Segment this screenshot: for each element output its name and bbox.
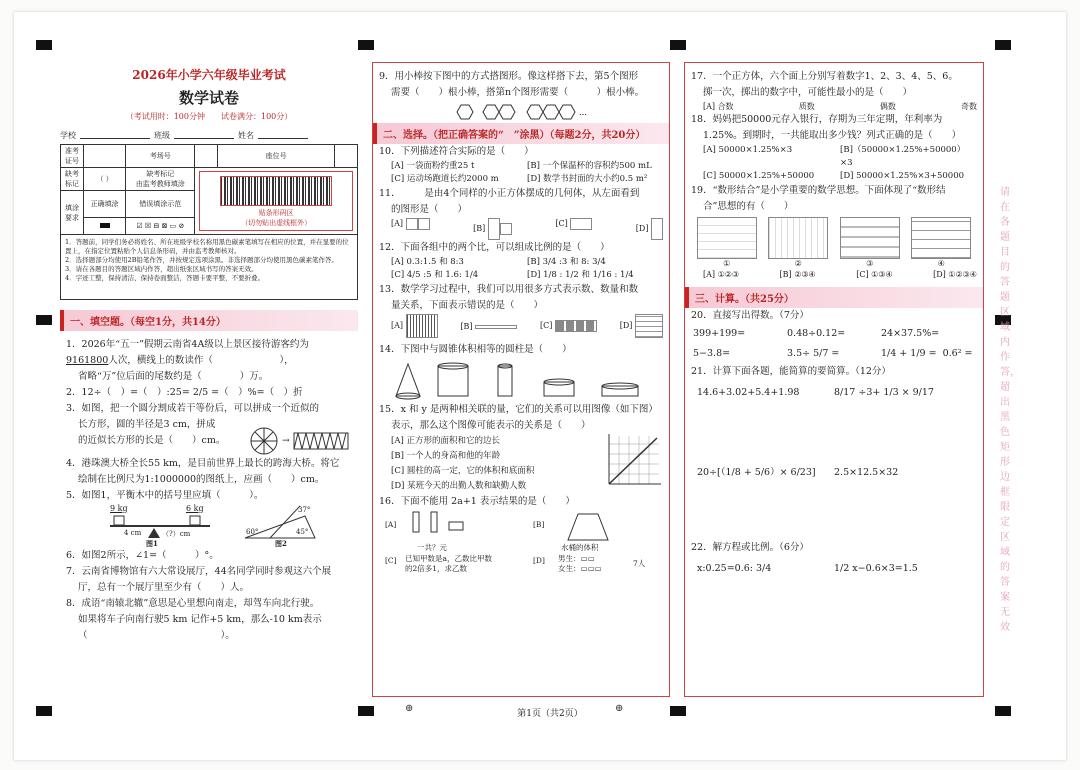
barcode-image [220, 176, 332, 206]
school-field[interactable] [80, 130, 150, 139]
question-20: 20．直接写出得数。（7分） [691, 310, 809, 321]
question-6: 6．如图2所示，∠1=（ ）°。 [66, 549, 219, 561]
question-5: 5．如图1，平衡木中的括号里应填（ ）。 [66, 489, 264, 501]
q12-option-c[interactable]: [C] 4/5 :5 和 1.6: 1/4 [391, 270, 479, 280]
info-table: 准考证号 考场号 座位号 缺考标记 （ ） 缺考标记 由监考教师填涂 贴条形码区 （切勿贴出虚线框外） 填涂要求 正确填涂 错误填涂示范 ☑ ☒ ⊟ ⊠ ▭ ⊘ [60, 144, 358, 235]
question-4: 4．港珠澳大桥全长55 km，是目前世界上最长的跨海大桥。将它 绘制在比例尺为1:1000000的图纸上，应画（ ）cm。 [66, 457, 340, 485]
question-9: 9．用小棒按下图中的方式搭图形。像这样搭下去，第5个图形 需要（ ）根小棒，搭第n个图形需要（ ）根小棒。 [379, 71, 645, 98]
q19-figures: ① ② ③ ④ [691, 217, 977, 268]
question-11: 11． 是由4个同样的小正方体摆成的几何体，从左面看到 的图形是（ ） [379, 188, 640, 215]
q5-figures: 9 kg 6 kg 4 cm （?）cm 图1 37° 60° 45° 图2 [70, 504, 348, 548]
q11-options [391, 218, 663, 240]
q10-option-b[interactable]: [B] 一个保温杯的容积约500 mL [527, 161, 652, 171]
q15-option-d[interactable]: [D] 某班今天的出勤人数和缺勤人数 [391, 481, 527, 491]
q18-option-b[interactable]: [B]（50000×1.25%+50000）×3 [840, 145, 966, 168]
q19-options [703, 270, 977, 279]
q21-items-bottom: 20÷[（1/8 + 5/6）× 6/23] 2.5×12.5×32 [697, 467, 899, 478]
question-14: 14．下图中与圆锥体积相等的圆柱是（ ） [379, 344, 572, 355]
column-3 [684, 62, 984, 697]
registration-mark [670, 706, 686, 716]
class-field[interactable] [174, 130, 234, 139]
crosshair-icon: ⊕ [615, 703, 624, 714]
question-8: 8．成语“南辕北辙”意思是心里想向南走，却驾车向北行驶。 如果将车子向南行驶5 km 记作+5 km，那么-10 km表示 （ ）。 [66, 597, 322, 641]
q13-option-c[interactable]: [C] [540, 320, 597, 332]
exam-title: 2026年小学六年级毕业考试 [132, 68, 286, 82]
q18-options [703, 144, 977, 183]
question-22: 22．解方程或比例。（6分） [691, 542, 809, 553]
answer-space[interactable] [685, 406, 983, 460]
column-2 [372, 62, 670, 697]
registration-mark [36, 315, 52, 325]
q21-items-top: 14.6+3.02+5.4+1.98 8/17 ÷3+ 1/3 × 9/17 [697, 387, 934, 398]
q16-option-a[interactable]: [A] [385, 520, 397, 529]
registration-mark [995, 706, 1011, 716]
svg-text:…: … [579, 108, 587, 117]
question-15: 15．x 和 y 是两种相关联的量，它们的关系可以用图像（如下图） 表示，那么这个图像可能表示的关系是（ ） [379, 404, 658, 431]
q18-option-c[interactable]: [C] 50000×1.25%+50000 [703, 171, 815, 181]
pencil-eraser-figure [405, 510, 475, 544]
q19-option-b[interactable]: [B] ②③④ [779, 270, 816, 279]
registration-mark [670, 40, 686, 50]
q17-option-d[interactable]: 奇数 [960, 102, 977, 111]
q20-items: 399+199= 0.48÷0.12= 24×37.5%= 5−3.8= 3.5÷ 5/7 = 1/4 + 1/9 = 0.6² = [693, 328, 973, 359]
q10-options [391, 160, 663, 186]
q17-option-b[interactable]: 质数 [798, 102, 815, 111]
notes: 1．答题前，同学们务必将姓名、所在班级学校名称用黑色碳素笔填写在相应的位置，并在显要的位置上，在指定位置粘贴个人信息条形码，并由监考教师核对。 2．选择题部分均使用2B铅笔作答，并按规定选项涂黑。非选择题部分均使用黑色碳素笔作答。 3．请在各题目的答题区域内作答，超出纸张区域书写的答案无效。 4．字迹工整，保持清洁、保持卷面整洁，答题卡要平整，不要折叠。 [60, 235, 358, 300]
q15-option-b[interactable]: [B] 一个人的身高和他的年龄 [391, 451, 501, 461]
circle-figure [249, 426, 279, 456]
bucket-figure [558, 510, 618, 544]
question-3: 3．如图，把一个圆分割成若干等份后，可以拼成一个近似的 长方形，圆的半径是3 cm，拼成 的近似长方形的长是（ ）cm。 → [66, 401, 352, 456]
question-7: 7．云南省博物馆有六大常设展厅，44名同学同时参观这六个展 厅，总有一个展厅里至少有（ ）人。 [66, 565, 332, 593]
crosshair-icon: ⊕ [405, 703, 414, 714]
question-16: 16．下面不能用 2a+1 表示结果的是（ ） [379, 496, 575, 507]
q10-option-c[interactable]: [C] 运动场跑道长约2000 m [391, 174, 499, 184]
q13-option-d[interactable]: [D] [620, 314, 663, 338]
q19-option-c[interactable]: [C] ①③④ [856, 270, 893, 279]
registration-mark [358, 40, 374, 50]
question-21: 21．计算下面各题，能简算的要简算。（12分） [691, 366, 891, 377]
q11-option-b[interactable]: [B] [473, 218, 512, 240]
question-2: 2．12÷（ ）=（ ）:25= 2/5 =（ ）%=（ ）折 [66, 387, 303, 398]
question-13: 13．数学学习过程中，我们可以用很多方式表示数、数量和数 量关系，下面表示错误的是（ ） [379, 284, 639, 311]
side-instruction: 请在各题目的答题区域内作答，超出黑色矩形边框限定区域的答案无效 [1000, 187, 1020, 633]
rectangle-figure [293, 432, 349, 450]
q11-option-c[interactable]: [C] [555, 218, 592, 240]
question-1: 1．2026年“五一”假期云南省4A级以上景区接待游客约为 9161800人次，横线上的数读作（ ）， 省略“万”位后面的尾数约是（ ）万。 [66, 339, 309, 382]
q13-option-a[interactable]: [A] [391, 314, 438, 338]
exam-number-field[interactable] [84, 145, 126, 168]
q18-option-a[interactable]: [A] 50000×1.25%×3 [703, 145, 793, 155]
registration-mark [36, 40, 52, 50]
q10-option-d[interactable]: [D] 数学书封面的大小约0.5 m² [527, 174, 648, 184]
section-1-title: 一、填空题。（每空1分，共14分） [60, 310, 358, 331]
q16-option-b[interactable]: [B] [533, 520, 545, 529]
q19-option-d[interactable]: [D] ①②③④ [933, 270, 977, 279]
q12-options [391, 256, 663, 282]
q15-options [391, 434, 663, 494]
q17-option-c[interactable]: 偶数 [879, 102, 896, 111]
page-number: 第1页（共2页） [517, 709, 583, 719]
q15-option-c[interactable]: [C] 圆柱的高一定，它的体积和底面积 [391, 466, 535, 476]
seat-field[interactable] [335, 145, 358, 168]
subject-title: 数学试卷 [178, 89, 239, 107]
q19-figure-3 [840, 217, 900, 259]
q11-option-d[interactable]: [D] [636, 218, 663, 240]
q10-option-a[interactable]: [A] 一袋面粉约重25 t [391, 161, 475, 171]
q12-option-b[interactable]: [B] 3/4 :3 和 8: 3/4 [527, 257, 606, 267]
column-1 [60, 62, 358, 697]
question-10: 10．下列描述符合实际的是（ ） [379, 146, 534, 157]
name-field[interactable] [258, 130, 308, 139]
q17-options [703, 101, 977, 112]
section-2-title: 二、选择。（把正确答案的“ ”涂黑）（每题2分，共20分） [373, 123, 669, 144]
q19-figure-1 [697, 217, 757, 259]
q16-option-c[interactable]: [C] [385, 556, 397, 565]
registration-mark [36, 706, 52, 716]
q13-options [391, 314, 663, 338]
q11-option-a[interactable]: [A] [391, 218, 430, 240]
q12-option-a[interactable]: [A] 0.3:1.5 和 8:3 [391, 257, 464, 267]
q22-items: x:0.25=0.6: 3/4 1/2 x−0.6×3=1.5 [697, 563, 918, 574]
q12-option-d[interactable]: [D] 1/8 : 1/2 和 1/16 : 1/4 [527, 270, 634, 280]
q15-option-a[interactable]: [A] 正方形的面积和它的边长 [391, 436, 500, 446]
question-17: 17．一个正方体，六个面上分别写着数字1、2、3、4、5、6。 掷一次，掷出的数字中，可能性最小的是（ ） [691, 71, 958, 98]
q14-options [383, 360, 659, 400]
q13-option-b[interactable]: [B] [460, 322, 517, 331]
q19-option-a[interactable]: [A] ①②③ [703, 270, 740, 279]
cone-cylinder-figures [386, 360, 656, 400]
q16-options: [A] 一共？元 [B] 水桶的体积 [C] 已知甲数是a，乙数比甲数 的2倍多1，求乙数 [D] 男生：▭▭ 女生：▭▭▭ 7人 [383, 510, 659, 580]
q17-option-a[interactable]: [A] 合数 [703, 102, 734, 111]
hexagon-sequence [451, 103, 591, 121]
wrong-fill-samples: ☑ ☒ ⊟ ⊠ ▭ ⊘ [126, 218, 195, 235]
q18-option-d[interactable]: [D] 50000×1.25%×3+50000 [840, 171, 965, 181]
exam-meta: （考试用时：100分钟 试卷满分：100分） [125, 112, 293, 121]
room-field[interactable] [195, 145, 218, 168]
q15-graph [603, 434, 663, 490]
registration-mark [995, 40, 1011, 50]
hexagon-figure [383, 103, 659, 121]
registration-mark [358, 706, 374, 716]
question-19: 19．“数形结合”是小学重要的数学思想。下面体现了“数形结 合”思想的有（ ） [691, 185, 946, 212]
barcode-area: 贴条形码区 （切勿贴出虚线框外） [195, 168, 358, 235]
correct-fill-sample [84, 218, 126, 235]
question-18: 18．妈妈把50000元存入银行，存期为三年定期，年利率为 1.25%。到期时，一共能取出多少钱？列式正确的是（ ） [691, 114, 962, 141]
answer-space[interactable] [685, 486, 983, 540]
question-12: 12．下面各组中的两个比，可以组成比例的是（ ） [379, 242, 610, 253]
section-3-title: 三、计算。（共25分） [685, 287, 983, 308]
q19-figure-2 [768, 217, 828, 259]
q16-option-d[interactable]: [D] [533, 556, 545, 565]
student-info-row: 学校 班级 姓名 [60, 130, 358, 141]
q19-figure-4 [911, 217, 971, 259]
absent-checkbox[interactable]: （ ） [84, 168, 126, 191]
